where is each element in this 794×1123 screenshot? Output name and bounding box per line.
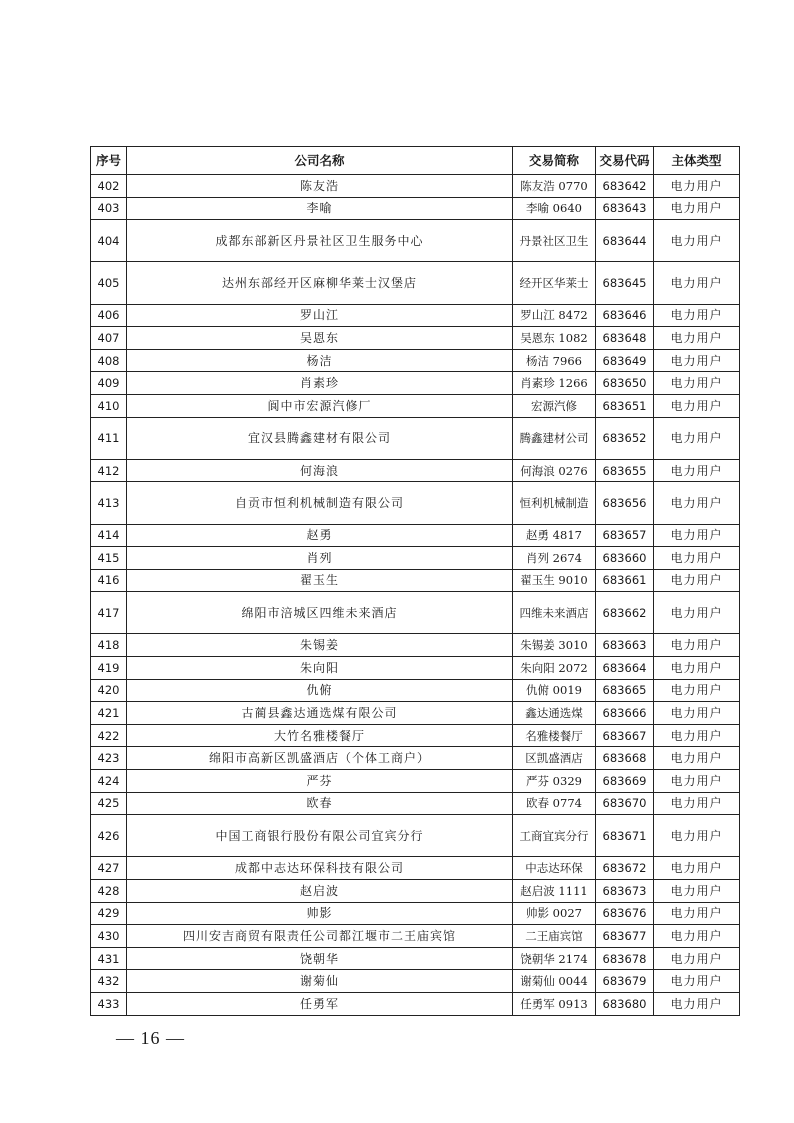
cell-code: 683680 [596,992,654,1015]
cell-no: 405 [91,262,127,304]
cell-type: 电力用户 [654,175,740,198]
cell-short-name: 何海浪 0276 [513,459,596,482]
cell-company: 赵勇 [127,524,513,547]
header-type: 主体类型 [654,147,740,175]
cell-no: 433 [91,992,127,1015]
cell-no: 418 [91,634,127,657]
header-company: 公司名称 [127,147,513,175]
cell-short-name: 朱向阳 2072 [513,657,596,680]
table-row [91,175,740,198]
cell-code: 683670 [596,792,654,815]
cell-short-name: 谢菊仙 0044 [513,970,596,993]
cell-company: 古蔺县鑫达通选煤有限公司 [127,702,513,725]
table-header [91,147,740,175]
cell-company: 四川安吉商贸有限责任公司都江堰市二王庙宾馆 [127,925,513,948]
cell-short-name: 鑫达通选煤 [513,702,596,725]
cell-code: 683679 [596,970,654,993]
table-row [91,349,740,372]
cell-short-name: 丹景社区卫生 [513,220,596,262]
cell-no: 428 [91,880,127,903]
cell-short-name: 恒利机械制造 [513,482,596,524]
cell-type: 电力用户 [654,372,740,395]
cell-code: 683642 [596,175,654,198]
table-row [91,747,740,770]
header-no: 序号 [91,147,127,175]
cell-type: 电力用户 [654,327,740,350]
cell-company: 任勇军 [127,992,513,1015]
table-row [91,592,740,634]
page-number: — 16 — [116,1028,185,1048]
cell-short-name: 名雅楼餐厅 [513,724,596,747]
cell-company: 杨洁 [127,349,513,372]
cell-no: 413 [91,482,127,524]
cell-short-name: 欧春 0774 [513,792,596,815]
table-row [91,524,740,547]
cell-short-name: 杨洁 7966 [513,349,596,372]
cell-no: 420 [91,679,127,702]
cell-company: 谢菊仙 [127,970,513,993]
cell-no: 421 [91,702,127,725]
cell-type: 电力用户 [654,220,740,262]
cell-code: 683662 [596,592,654,634]
table-row [91,417,740,459]
cell-company: 绵阳市高新区凯盛酒店（个体工商户） [127,747,513,770]
cell-no: 419 [91,657,127,680]
cell-company: 阆中市宏源汽修厂 [127,394,513,417]
header-row [91,147,740,175]
table-row [91,970,740,993]
cell-type: 电力用户 [654,524,740,547]
cell-code: 683657 [596,524,654,547]
cell-type: 电力用户 [654,925,740,948]
cell-code: 683656 [596,482,654,524]
cell-no: 426 [91,815,127,857]
table-row [91,394,740,417]
cell-code: 683667 [596,724,654,747]
cell-no: 410 [91,394,127,417]
cell-type: 电力用户 [654,634,740,657]
table-row [91,220,740,262]
cell-type: 电力用户 [654,482,740,524]
cell-no: 408 [91,349,127,372]
cell-short-name: 任勇军 0913 [513,992,596,1015]
cell-short-name: 饶朝华 2174 [513,947,596,970]
cell-code: 683661 [596,569,654,592]
cell-type: 电力用户 [654,792,740,815]
cell-no: 425 [91,792,127,815]
cell-no: 402 [91,175,127,198]
cell-company: 李喻 [127,197,513,220]
cell-code: 683669 [596,770,654,793]
cell-code: 683672 [596,857,654,880]
table-row [91,857,740,880]
cell-company: 何海浪 [127,459,513,482]
cell-company: 饶朝华 [127,947,513,970]
cell-type: 电力用户 [654,349,740,372]
cell-short-name: 宏源汽修 [513,394,596,417]
cell-code: 683649 [596,349,654,372]
cell-type: 电力用户 [654,747,740,770]
table-row [91,792,740,815]
cell-code: 683664 [596,657,654,680]
cell-type: 电力用户 [654,770,740,793]
cell-no: 414 [91,524,127,547]
cell-code: 683665 [596,679,654,702]
table-row [91,724,740,747]
cell-no: 424 [91,770,127,793]
cell-short-name: 罗山江 8472 [513,304,596,327]
cell-company: 成都中志达环保科技有限公司 [127,857,513,880]
cell-code: 683671 [596,815,654,857]
header-short-name: 交易简称 [513,147,596,175]
user-list-table [90,146,740,1016]
cell-short-name: 严芬 0329 [513,770,596,793]
cell-type: 电力用户 [654,262,740,304]
cell-no: 427 [91,857,127,880]
table-row [91,482,740,524]
cell-code: 683676 [596,902,654,925]
cell-type: 电力用户 [654,394,740,417]
cell-company: 赵启波 [127,880,513,903]
cell-short-name: 二王庙宾馆 [513,925,596,948]
cell-no: 417 [91,592,127,634]
cell-short-name: 仇俯 0019 [513,679,596,702]
cell-no: 406 [91,304,127,327]
cell-type: 电力用户 [654,902,740,925]
table-row [91,197,740,220]
table-row [91,372,740,395]
cell-short-name: 区凯盛酒店 [513,747,596,770]
cell-type: 电力用户 [654,197,740,220]
cell-no: 431 [91,947,127,970]
cell-short-name: 帅影 0027 [513,902,596,925]
table-row [91,902,740,925]
cell-short-name: 吴恩东 1082 [513,327,596,350]
table-body [91,175,740,1016]
cell-company: 自贡市恒利机械制造有限公司 [127,482,513,524]
cell-company: 中国工商银行股份有限公司宜宾分行 [127,815,513,857]
cell-type: 电力用户 [654,304,740,327]
table-row [91,547,740,570]
cell-no: 415 [91,547,127,570]
cell-short-name: 肖列 2674 [513,547,596,570]
cell-code: 683646 [596,304,654,327]
cell-short-name: 翟玉生 9010 [513,569,596,592]
cell-code: 683655 [596,459,654,482]
cell-code: 683651 [596,394,654,417]
cell-company: 朱锡姜 [127,634,513,657]
cell-no: 404 [91,220,127,262]
cell-company: 达州东部经开区麻柳华莱士汉堡店 [127,262,513,304]
cell-short-name: 经开区华莱士 [513,262,596,304]
cell-no: 430 [91,925,127,948]
cell-type: 电力用户 [654,947,740,970]
table-row [91,770,740,793]
cell-type: 电力用户 [654,547,740,570]
cell-code: 683643 [596,197,654,220]
table-row [91,925,740,948]
cell-short-name: 朱锡姜 3010 [513,634,596,657]
cell-code: 683650 [596,372,654,395]
cell-company: 吴恩东 [127,327,513,350]
table-row [91,992,740,1015]
cell-code: 683644 [596,220,654,262]
cell-company: 大竹名雅楼餐厅 [127,724,513,747]
cell-code: 683663 [596,634,654,657]
cell-short-name: 腾鑫建材公司 [513,417,596,459]
cell-no: 416 [91,569,127,592]
cell-short-name: 肖素珍 1266 [513,372,596,395]
cell-type: 电力用户 [654,857,740,880]
cell-company: 陈友浩 [127,175,513,198]
cell-type: 电力用户 [654,569,740,592]
cell-company: 翟玉生 [127,569,513,592]
cell-company: 欧春 [127,792,513,815]
cell-code: 683666 [596,702,654,725]
cell-type: 电力用户 [654,592,740,634]
cell-company: 朱向阳 [127,657,513,680]
cell-no: 422 [91,724,127,747]
cell-code: 683677 [596,925,654,948]
table-row [91,634,740,657]
cell-no: 409 [91,372,127,395]
cell-no: 411 [91,417,127,459]
table-row [91,459,740,482]
table-row [91,657,740,680]
table-row [91,947,740,970]
cell-company: 仇俯 [127,679,513,702]
cell-company: 严芬 [127,770,513,793]
cell-no: 407 [91,327,127,350]
cell-short-name: 赵勇 4817 [513,524,596,547]
cell-code: 683668 [596,747,654,770]
table-row [91,679,740,702]
table-row [91,880,740,903]
cell-type: 电力用户 [654,679,740,702]
cell-type: 电力用户 [654,815,740,857]
cell-code: 683673 [596,880,654,903]
cell-code: 683645 [596,262,654,304]
table-row [91,304,740,327]
cell-type: 电力用户 [654,724,740,747]
cell-type: 电力用户 [654,992,740,1015]
cell-no: 412 [91,459,127,482]
cell-no: 403 [91,197,127,220]
cell-short-name: 四维未来酒店 [513,592,596,634]
cell-type: 电力用户 [654,417,740,459]
cell-code: 683648 [596,327,654,350]
table-row [91,815,740,857]
table-row [91,327,740,350]
cell-short-name: 工商宜宾分行 [513,815,596,857]
cell-company: 成都东部新区丹景社区卫生服务中心 [127,220,513,262]
table-row [91,262,740,304]
cell-type: 电力用户 [654,657,740,680]
cell-no: 429 [91,902,127,925]
cell-short-name: 赵启波 1111 [513,880,596,903]
cell-type: 电力用户 [654,702,740,725]
table-row [91,702,740,725]
header-code: 交易代码 [596,147,654,175]
cell-short-name: 李喻 0640 [513,197,596,220]
cell-company: 绵阳市涪城区四维未来酒店 [127,592,513,634]
cell-short-name: 中志达环保 [513,857,596,880]
cell-company: 肖素珍 [127,372,513,395]
cell-type: 电力用户 [654,459,740,482]
cell-code: 683660 [596,547,654,570]
cell-type: 电力用户 [654,970,740,993]
cell-company: 宜汉县腾鑫建材有限公司 [127,417,513,459]
cell-company: 罗山江 [127,304,513,327]
cell-no: 432 [91,970,127,993]
cell-code: 683678 [596,947,654,970]
cell-no: 423 [91,747,127,770]
cell-type: 电力用户 [654,880,740,903]
cell-company: 帅影 [127,902,513,925]
cell-short-name: 陈友浩 0770 [513,175,596,198]
cell-company: 肖列 [127,547,513,570]
cell-code: 683652 [596,417,654,459]
table-row [91,569,740,592]
